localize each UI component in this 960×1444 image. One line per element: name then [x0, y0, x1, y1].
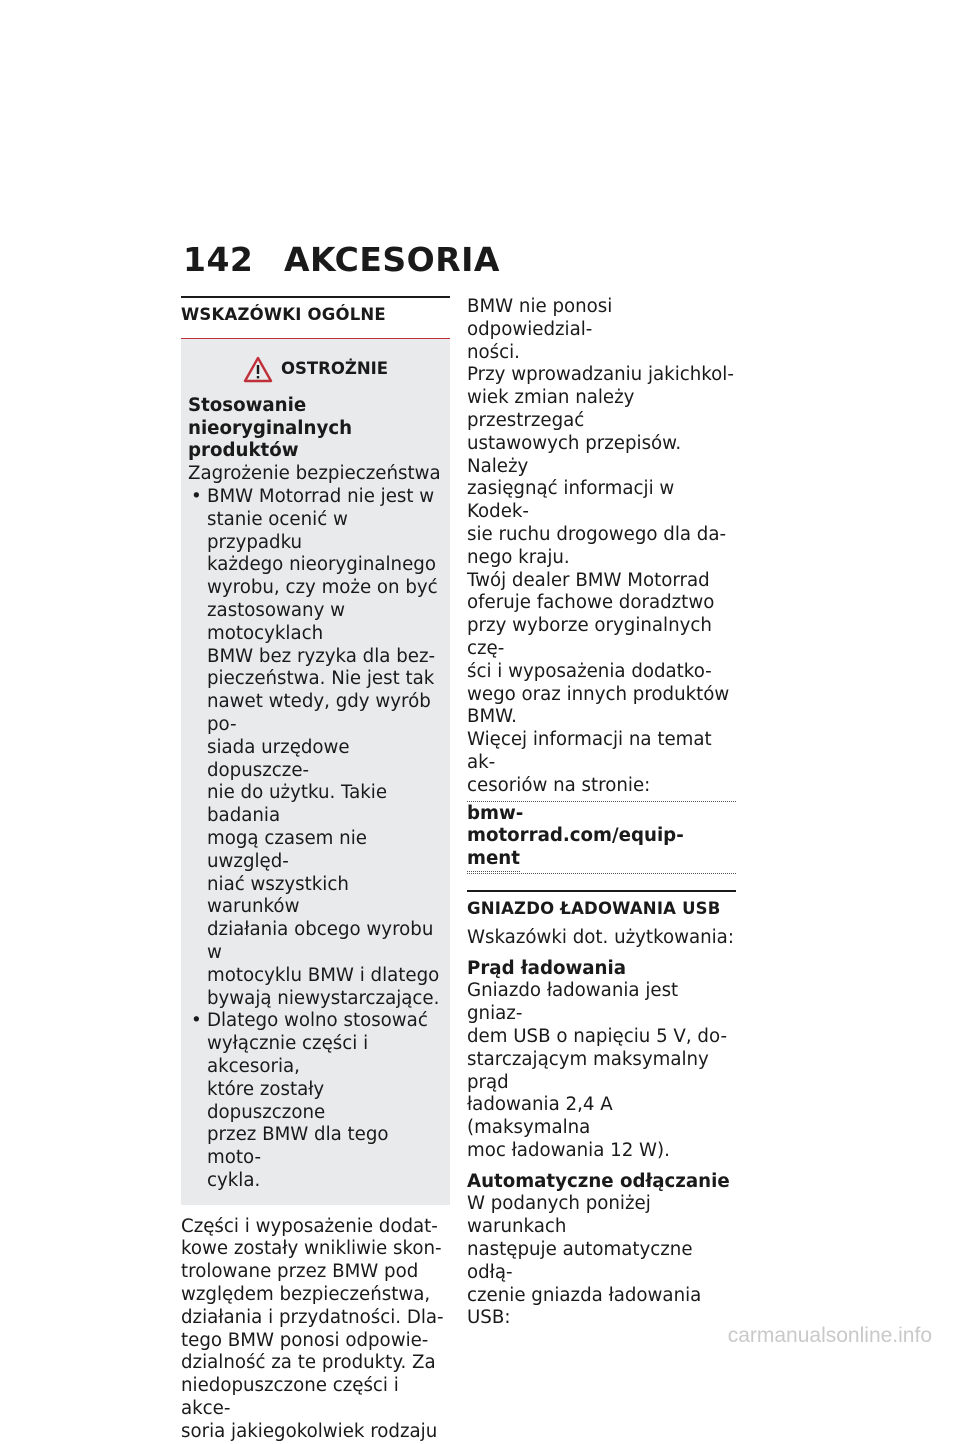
text-line: starczającym maksymalny prąd — [467, 1048, 709, 1093]
text-line: sie ruchu drogowego dla da- — [467, 523, 727, 545]
paragraph-liability — [467, 296, 736, 364]
text-line: przy wyborze oryginalnych czę- — [467, 615, 712, 659]
text-line: czenie gniazda ładowania USB: — [467, 1284, 702, 1329]
section-heading-usb: GNIAZDO ŁADOWANIA USB — [467, 890, 736, 927]
text-line: Więcej informacji na temat ak- — [467, 729, 712, 773]
text-line: stanie ocenić w przypadku — [207, 508, 348, 553]
text-line: zastosowany w motocyklach — [207, 599, 345, 644]
accessories-link[interactable] — [467, 801, 736, 874]
text-line: względem bezpieczeństwa, — [181, 1284, 431, 1306]
text-line: ładowania 2,4 A (maksymalna — [467, 1094, 613, 1139]
usb-intro: Wskazówki dot. użytkowania: — [467, 926, 734, 948]
text-line: soria jakiegokolwiek rodzaju — [181, 1420, 438, 1442]
link-line[interactable]: bmw-motorrad.com/equip- — [467, 802, 684, 847]
paragraph-more-info — [467, 729, 736, 797]
text-line: moc ładowania 12 W). — [467, 1139, 670, 1161]
text-line: trolowane przez BMW pod — [181, 1261, 419, 1283]
watermark: carmanualsonline.info — [727, 1324, 932, 1347]
text-line: dzialność za te produkty. Za — [181, 1352, 436, 1374]
warning-box — [181, 339, 450, 1205]
text-line: tego BMW ponosi odpowie- — [181, 1329, 429, 1351]
link-line[interactable]: ment — [467, 848, 520, 872]
text-line: wyłącznie części i akcesoria, — [207, 1033, 369, 1077]
warning-bullet-1 — [188, 486, 443, 1010]
text-line: cesoriów na stronie: — [467, 774, 651, 796]
text-line: mogą czasem nie uwzględ- — [207, 827, 367, 872]
text-line: wego oraz innych produktów — [467, 683, 730, 705]
text-line: Przy wprowadzaniu jakichkol- — [467, 364, 734, 386]
text-line: przez BMW dla tego moto- — [207, 1124, 389, 1169]
paragraph-parts-tested — [181, 1216, 450, 1444]
warning-hazard: Zagrożenie bezpieczeństwa — [188, 463, 441, 485]
text-line: • BMW Motorrad nie jest w — [207, 485, 435, 507]
text-line: cykla. — [207, 1169, 261, 1191]
text-line: nie do użytku. Takie badania — [207, 782, 388, 827]
right-column — [467, 296, 736, 1330]
page-title: AKCESORIA — [284, 240, 500, 279]
text-line: siada urzędowe dopuszcze- — [207, 736, 350, 781]
text-line: które zostały dopuszczone — [207, 1078, 326, 1123]
text-line: nawet wtedy, gdy wyrób po- — [207, 691, 431, 735]
text-line: bywają niewystarczające. — [207, 987, 440, 1009]
text-line: niedopuszczone części i akce- — [181, 1375, 399, 1420]
text-line: Gniazdo ładowania jest gniaz- — [467, 980, 679, 1025]
text-line: ustawowych przepisów. Należy — [467, 432, 682, 477]
text-line: wyrobu, czy może on być — [207, 577, 438, 599]
text-line: dem USB o napięciu 5 V, do- — [467, 1025, 728, 1047]
paragraph-auto-disconnect — [467, 1193, 736, 1330]
text-line: ności. — [467, 341, 520, 363]
text-line: następuje automatyczne odłą- — [467, 1239, 693, 1283]
text-line: BMW bez ryzyka dla bez- — [207, 645, 436, 667]
text-line: niać wszystkich warunków — [207, 873, 349, 918]
text-line: Części i wyposażenie dodat- — [181, 1215, 438, 1237]
text-line: Twój dealer BMW Motorrad — [467, 569, 710, 591]
warning-title-1: Stosowanie nieoryginalnych — [188, 394, 353, 439]
warning-label: OSTROŻNIE — [280, 358, 389, 378]
text-line: ści i wyposażenia dodatko- — [467, 660, 712, 682]
left-column — [181, 296, 450, 1444]
text-line: kowe zostały wnikliwie skon- — [181, 1238, 442, 1260]
subheading-auto-disconnect: Automatyczne odłączanie — [467, 1170, 730, 1192]
text-line: oferuje fachowe doradztwo — [467, 592, 715, 614]
text-line: działania i przydatności. Dla- — [181, 1306, 444, 1328]
text-line: motocyklu BMW i dlatego — [207, 964, 440, 986]
subheading-charging-current: Prąd ładowania — [467, 957, 626, 979]
text-line: wiek zmian należy przestrzegać — [467, 387, 635, 431]
paragraph-regulations — [467, 364, 736, 569]
paragraph-charging-current — [467, 980, 736, 1162]
warning-title-2: produktów — [188, 440, 299, 462]
warning-bullet-2 — [188, 1010, 443, 1192]
section-heading-general: WSKAZÓWKI OGÓLNE — [181, 296, 450, 339]
text-line: zasięgnąć informacji w Kodek- — [467, 478, 675, 523]
text-line: działania obcego wyrobu w — [207, 919, 434, 963]
text-line: W podanych poniżej warunkach — [467, 1193, 651, 1238]
text-line: BMW. — [467, 706, 517, 728]
text-line: pieczeństwa. Nie jest tak — [207, 668, 435, 690]
warning-header — [188, 356, 443, 383]
text-line: BMW nie ponosi odpowiedzial- — [467, 296, 613, 340]
text-line: każdego nieoryginalnego — [207, 554, 436, 576]
page-header — [183, 240, 500, 279]
paragraph-dealer — [467, 570, 736, 730]
text-line: • Dlatego wolno stosować — [207, 1010, 428, 1032]
page-number: 142 — [183, 240, 254, 279]
text-line: nego kraju. — [467, 546, 570, 568]
warning-triangle-icon — [243, 356, 273, 383]
